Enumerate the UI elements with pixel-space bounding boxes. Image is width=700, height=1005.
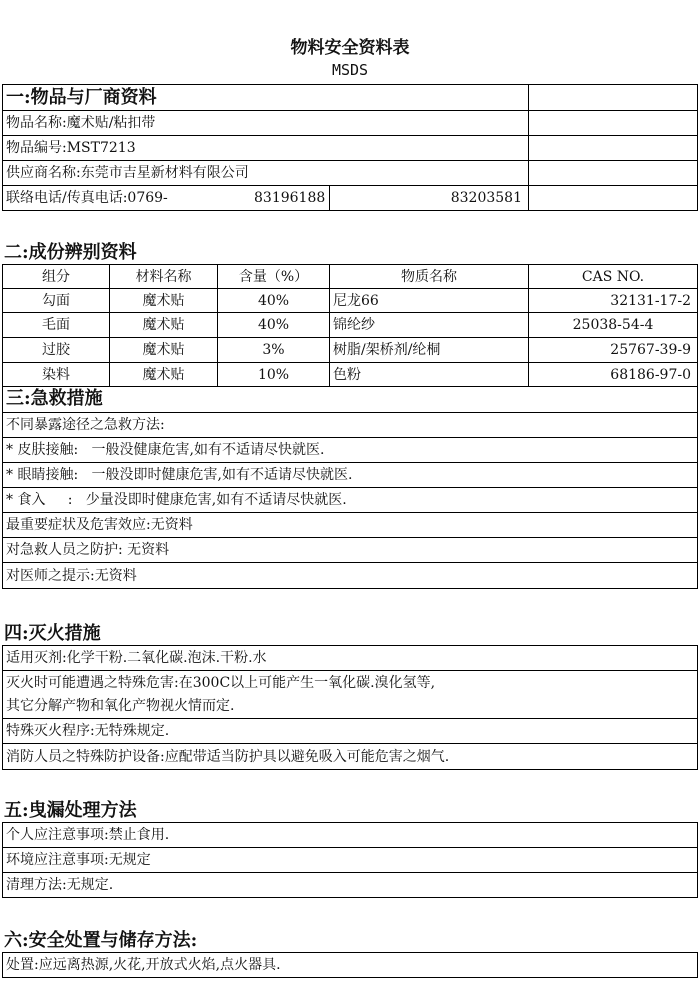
table-cell-content: 40% bbox=[217, 288, 330, 313]
table-cell-substance: 树脂/架桥剂/纶桐 bbox=[329, 337, 529, 363]
document-subtitle: MSDS bbox=[331, 61, 369, 79]
first-aid-line: 对医师之提示:无资料 bbox=[2, 562, 698, 589]
section5-heading: 五:曳漏处理方法 bbox=[4, 800, 137, 821]
fax-number: 83203581 bbox=[450, 190, 522, 206]
spill-line: 清理方法:无规定. bbox=[2, 872, 698, 898]
table-cell-content: 3% bbox=[217, 337, 330, 363]
col-header-component: 组分 bbox=[2, 264, 110, 289]
product-name: 物品名称:魔术贴/粘扣带 bbox=[6, 115, 156, 131]
section6-heading: 六:安全处置与储存方法: bbox=[4, 930, 198, 951]
table-cell-component: 毛面 bbox=[2, 312, 110, 338]
fax-cell bbox=[329, 185, 529, 211]
table-cell-material: 魔术贴 bbox=[109, 312, 218, 338]
phone-number: 83196188 bbox=[254, 190, 326, 206]
first-aid-line: * 眼睛接触: 一般没即时健康危害,如有不适请尽快就医. bbox=[2, 462, 698, 488]
col-header-content: 含量（%） bbox=[217, 264, 330, 289]
first-aid-line: * 食入 : 少量没即时健康危害,如有不适请尽快就医. bbox=[2, 487, 698, 513]
table-cell-material: 魔术贴 bbox=[109, 288, 218, 313]
section1-side-cell bbox=[528, 84, 698, 111]
firefighting-line: 特殊灭火程序:无特殊规定. bbox=[2, 718, 698, 744]
section1-heading: 一:物品与厂商资料 bbox=[6, 86, 157, 108]
product-code-side-cell bbox=[528, 135, 698, 161]
table-cell-cas: 25767-39-9 bbox=[528, 337, 698, 363]
fax-side-cell bbox=[528, 185, 698, 211]
phone-cell bbox=[2, 185, 330, 211]
col-header-cas: CAS NO. bbox=[528, 264, 698, 289]
section4-heading: 四:灭火措施 bbox=[4, 623, 101, 644]
col-header-substance: 物质名称 bbox=[329, 264, 529, 289]
section1-heading-cell bbox=[2, 84, 529, 111]
table-cell-cas: 25038-54-4 bbox=[528, 312, 698, 338]
first-aid-line: 最重要症状及危害效应:无资料 bbox=[2, 512, 698, 538]
table-cell-substance: 色粉 bbox=[329, 362, 529, 387]
section3-heading-cell bbox=[2, 386, 698, 413]
table-cell-content: 10% bbox=[217, 362, 330, 387]
first-aid-line: 对急救人员之防护: 无资料 bbox=[2, 537, 698, 563]
supplier-side-cell bbox=[528, 160, 698, 186]
table-cell-component: 染料 bbox=[2, 362, 110, 387]
table-cell-substance: 锦纶纱 bbox=[329, 312, 529, 338]
table-cell-cas: 68186-97-0 bbox=[528, 362, 698, 387]
supplier-name: 供应商名称:东莞市吉星新材料有限公司 bbox=[6, 165, 249, 181]
table-cell-component: 过胶 bbox=[2, 337, 110, 363]
supplier-cell bbox=[2, 160, 529, 186]
product-name-cell bbox=[2, 110, 529, 136]
firefighting-line: 消防人员之特殊防护设备:应配带适当防护具以避免吸入可能危害之烟气. bbox=[2, 743, 698, 770]
firefighting-line: 适用灭剂:化学干粉.二氧化碳.泡沫.干粉.水 bbox=[2, 645, 698, 671]
spill-line: 个人应注意事项:禁止食用. bbox=[2, 822, 698, 848]
table-cell-component: 勾面 bbox=[2, 288, 110, 313]
handling-line: 处置:应远离热源,火花,开放式火焰,点火器具. bbox=[2, 952, 698, 978]
table-cell-substance: 尼龙66 bbox=[329, 288, 529, 313]
document-title: 物料安全资料表 bbox=[290, 38, 410, 58]
table-cell-cas: 32131-17-2 bbox=[528, 288, 698, 313]
col-header-material: 材料名称 bbox=[109, 264, 218, 289]
firefighting-line: 灭火时可能遭遇之特殊危害:在300C以上可能产生一氧化碳.溴化氢等, 其它分解产物和氧化产物视火情而定. bbox=[2, 670, 698, 719]
phone-label: 联络电话/传真电话:0769- bbox=[6, 190, 168, 206]
table-cell-material: 魔术贴 bbox=[109, 337, 218, 363]
product-code-cell bbox=[2, 135, 529, 161]
section2-heading: 二:成份辨别资料 bbox=[4, 242, 137, 263]
spill-line: 环境应注意事项:无规定 bbox=[2, 847, 698, 873]
product-name-side-cell bbox=[528, 110, 698, 136]
product-code: 物品编号:MST7213 bbox=[6, 140, 136, 156]
table-cell-content: 40% bbox=[217, 312, 330, 338]
section3-heading: 三:急救措施 bbox=[6, 388, 103, 409]
first-aid-line: * 皮肤接触: 一般没健康危害,如有不适请尽快就医. bbox=[2, 437, 698, 463]
table-cell-material: 魔术贴 bbox=[109, 362, 218, 387]
first-aid-line: 不同暴露途径之急救方法: bbox=[2, 412, 698, 438]
